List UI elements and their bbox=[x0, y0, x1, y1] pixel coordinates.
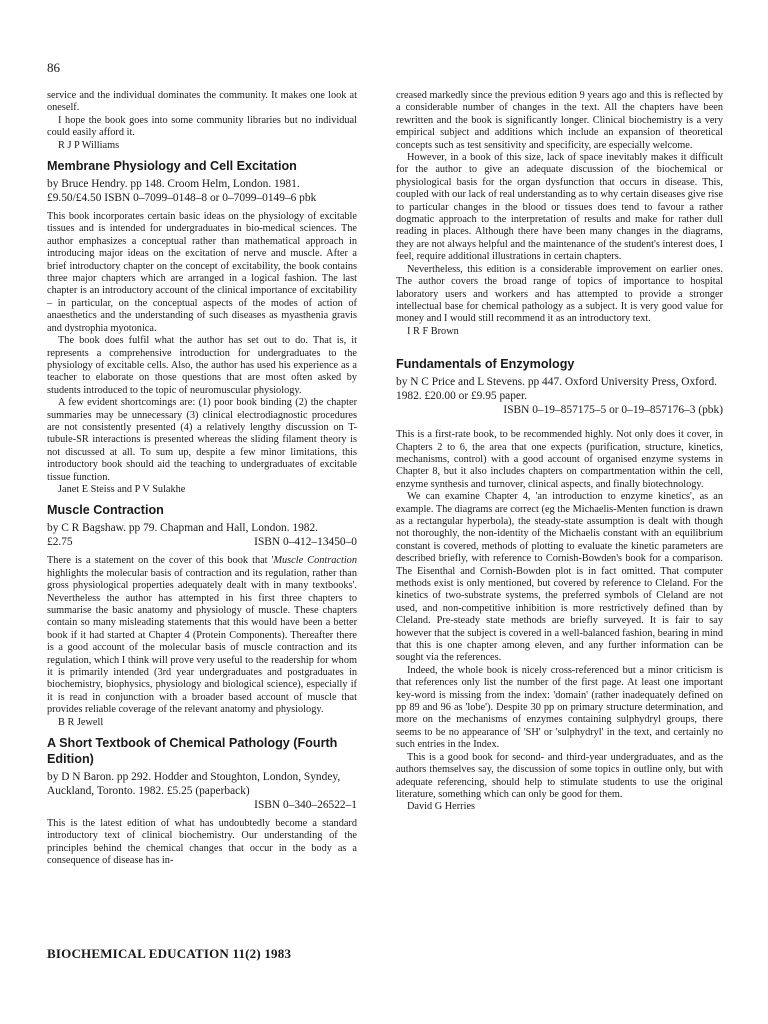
biblio-line: by D N Baron. pp 292. Hodder and Stoughton, London, Syndey, Auckland, Toronto. 1982. £5.25 (paperback) bbox=[47, 771, 341, 798]
biblio-isbn: ISBN 0–19–857175–5 or 0–19–857176–3 (pbk) bbox=[503, 404, 723, 417]
text-run: highlights the molecular basis of contraction and its regulation, rather than gross physiological properties adequately dealt with in many textbooks'. Nevertheless the author has attempted in his first three chapters to summarise the basic anatomy and physiology of muscle. These chapters contain so many misleading statements that this would have been a better book if it had started at Chapter 4 (Protein Components). Thereafter there is a good account of the molecular basis of muscle contraction and its regulation, which I think will prove very useful to the readership for whom it is primarily intended (3rd year undergraduates and postgraduates in biochemistry, biophysics, physiology and biological science), especially if it is read in conjunction with a broader based account of muscle that provides reliable coverage of the relevant anatomy and physiology. bbox=[47, 567, 357, 716]
review-paragraph: This is the latest edition of what has undoubtedly become a standard introductory text of clinical biochemistry. Our understanding of the principles behind the chemical changes that occur in the body as a consequence of disease has in- bbox=[47, 818, 357, 867]
page-number: 86 bbox=[47, 60, 60, 75]
review-biblio-enzymology bbox=[396, 375, 723, 417]
intro-signature: R J P Williams bbox=[58, 139, 120, 151]
review-title-membrane: Membrane Physiology and Cell Excitation bbox=[47, 159, 297, 174]
biblio-price: £2.75 bbox=[47, 536, 73, 549]
review-biblio-muscle bbox=[47, 521, 357, 549]
journal-footer: BIOCHEMICAL EDUCATION 11(2) 1983 bbox=[47, 946, 292, 961]
review-paragraph: This book incorporates certain basic ideas on the physiology of excitable tissues and is intended for undergraduates in bio-medical sciences. The author emphasizes a conceptual rather than mathematical approach in introducing major ideas on the excitation of nerve and muscle. After a brief introductory chapter on the concept of excitability, the book contains three major chapters which are arranged in a logical fashion. The last chapter is an introductory account of the clinical importance of excitability – in particular, on the conceptual aspects of the modes of action of anaesthetics and the understanding of such diseases as myasthenia gravis and dystrophia myotonica. bbox=[47, 211, 357, 334]
continuation-paragraph: creased markedly since the previous edition 9 years ago and this is reflected by a considerable number of changes in the text. All the chapters have been rewritten and the book is significantly longer. Clinical biochemistry is a very empirical subject and additions which include an expansion of theoretical concepts such as test sensitivity and specificity, are especially welcome. bbox=[396, 90, 723, 151]
review-paragraph: A few evident shortcomings are: (1) poor book binding (2) the chapter summaries may be unnecessary (3) clinical electrodiagnostic procedures are not consistently presented (4) a relatively lengthy discussion on T-tubule-SR interactions is presented whereas the sliding filament theory is not discussed at all. To sum up, despite a few minor limitations, this introductory book should aid the teaching to undergraduates of excitable tissue function. bbox=[47, 397, 357, 483]
biblio-isbn: ISBN 0–412–13450–0 bbox=[254, 536, 357, 549]
review-signature: David G Herries bbox=[407, 801, 476, 813]
biblio-isbn: ISBN 0–340–26522–1 bbox=[254, 799, 357, 812]
intro-paragraph-2: I hope the book goes into some community libraries but no individual could easily afford it. bbox=[47, 114, 357, 139]
review-paragraph: We can examine Chapter 4, 'an introduction to enzyme kinetics', as an example. The diagrams are correct (eg the Michaelis-Menten function is drawn as a rectangular hyperbola), the steady-state assumption is dealt with though not thoroughly, the non-identity of the Michaelis constant with an equilibrium constant is covered, methods of plotting to evaluate the kinetic parameters are described briefly, with reference to Cornish-Bowden's book for a comparison. The Eisenthal and Cornish-Bowden plot is in fact omitted. That computer methods exist is only mentioned, but covered by reference to Cleland. For the kinetics of two-substrate systems, the preferred symbols of Cleland are not used, and non-competitive inhibition is more restrictively defined than by Cleland. Pre-steady state methods are briefly surveyed. It is fair to say however that the subject is covered in a well-balanced fashion, bearing in mind that this is one chapter among eleven, and any further information can be sought via the references. bbox=[396, 491, 723, 664]
review-signature: B R Jewell bbox=[58, 716, 104, 728]
biblio-line: by N C Price and L Stevens. pp 447. Oxford University Press, Oxford. 1982. £20.00 or £9.95 paper. bbox=[396, 376, 718, 403]
review-paragraph: The book does fulfil what the author has set out to do. That is, it represents a comprehensive introduction for undergraduates to the physiology of excitable cells. Also, the author has used his experience as a teacher to elaborate on those questions that are most often asked by students introduced to the topic of neuromuscular physiology. bbox=[47, 335, 357, 396]
continuation-paragraph: Nevertheless, this edition is a considerable improvement on earlier ones. The author covers the broad range of topics of importance to hospital laboratory users and workers and has attempted to provide a stronger intellectual base for chemical pathology as a subject. It is very good value for money and I would still recommend it as an introductory text. bbox=[396, 263, 723, 325]
review-paragraph: This is a first-rate book, to be recommended highly. Not only does it cover, in Chapters 2 to 6, the area that one expects (purification, structure, kinetics, mechanisms, control) with a good account of organised enzyme systems in Chapter 8, but it also includes chapters on compartmentation within the cell, enzyme synthesis and turnover, clinical aspects, and finally biotechnology. bbox=[396, 429, 723, 490]
biblio-line: by Bruce Hendry. pp 148. Croom Helm, London. 1981. bbox=[47, 178, 300, 191]
review-paragraph: This is a good book for second- and third-year undergraduates, and as the authors themselves say, the discussion of some topics in outline only, but with adequate referencing, should help to stimulate students to use the original literature, something which can only be good for them. bbox=[396, 751, 723, 800]
review-paragraph: Indeed, the whole book is nicely cross-referenced but a minor criticism is that references only list the number of the first page. At least one important key-word is missing from the index: 'domain' (rather inadequately defined on pp 89 and 96 as 'lobe'). Despite 30 pp on primary structure determination, and more on the mechanisms of enzymes containing sulphydryl groups, there seems to be no appearance of 'SH' or 'sulphydryl' in the text, and certainly no such entries in the Index. bbox=[396, 664, 723, 751]
biblio-line: by C R Bagshaw. pp 79. Chapman and Hall, London. 1982. bbox=[47, 522, 319, 535]
book-title-italic: Muscle Contraction bbox=[273, 555, 357, 567]
biblio-isbn: £9.50/£4.50 ISBN 0–7099–0148–8 or 0–7099–0149–6 pbk bbox=[47, 192, 317, 205]
review-title-chemical-pathology: A Short Textbook of Chemical Pathology (Fourth Edition) bbox=[47, 736, 338, 767]
review-paragraph bbox=[47, 555, 357, 716]
review-title-enzymology: Fundamentals of Enzymology bbox=[396, 357, 575, 372]
review-biblio-membrane bbox=[47, 177, 357, 205]
continuation-paragraph: However, in a book of this size, lack of space inevitably makes it difficult for the author to give an adequate discussion of the biochemical or physiological basis for the organ dysfunction that occurs in disease. This, coupled with our lack of real understanding as to why certain diseases give rise to particular changes in the blood or tissues does tend to favour a rather dogmatic approach to the interpretation of results and make for rather dull reading in places. Although there have been many changes in the diagrams, they are not always helpful and the maintenance of the student's interest does, I feel, require additional illustrations in certain chapters. bbox=[396, 152, 723, 263]
review-biblio-chemical-pathology bbox=[47, 770, 357, 812]
intro-paragraph-1: service and the individual dominates the community. It makes one look at oneself. bbox=[47, 90, 357, 114]
right-column bbox=[396, 90, 723, 814]
biblio-price-row bbox=[47, 535, 357, 549]
review-signature: Janet E Steiss and P V Sulakhe bbox=[58, 483, 186, 495]
review-title-muscle: Muscle Contraction bbox=[47, 503, 164, 518]
left-column bbox=[47, 90, 357, 868]
continuation-signature: I R F Brown bbox=[407, 325, 459, 337]
text-run: There is a statement on the cover of this book that ' bbox=[47, 555, 274, 567]
